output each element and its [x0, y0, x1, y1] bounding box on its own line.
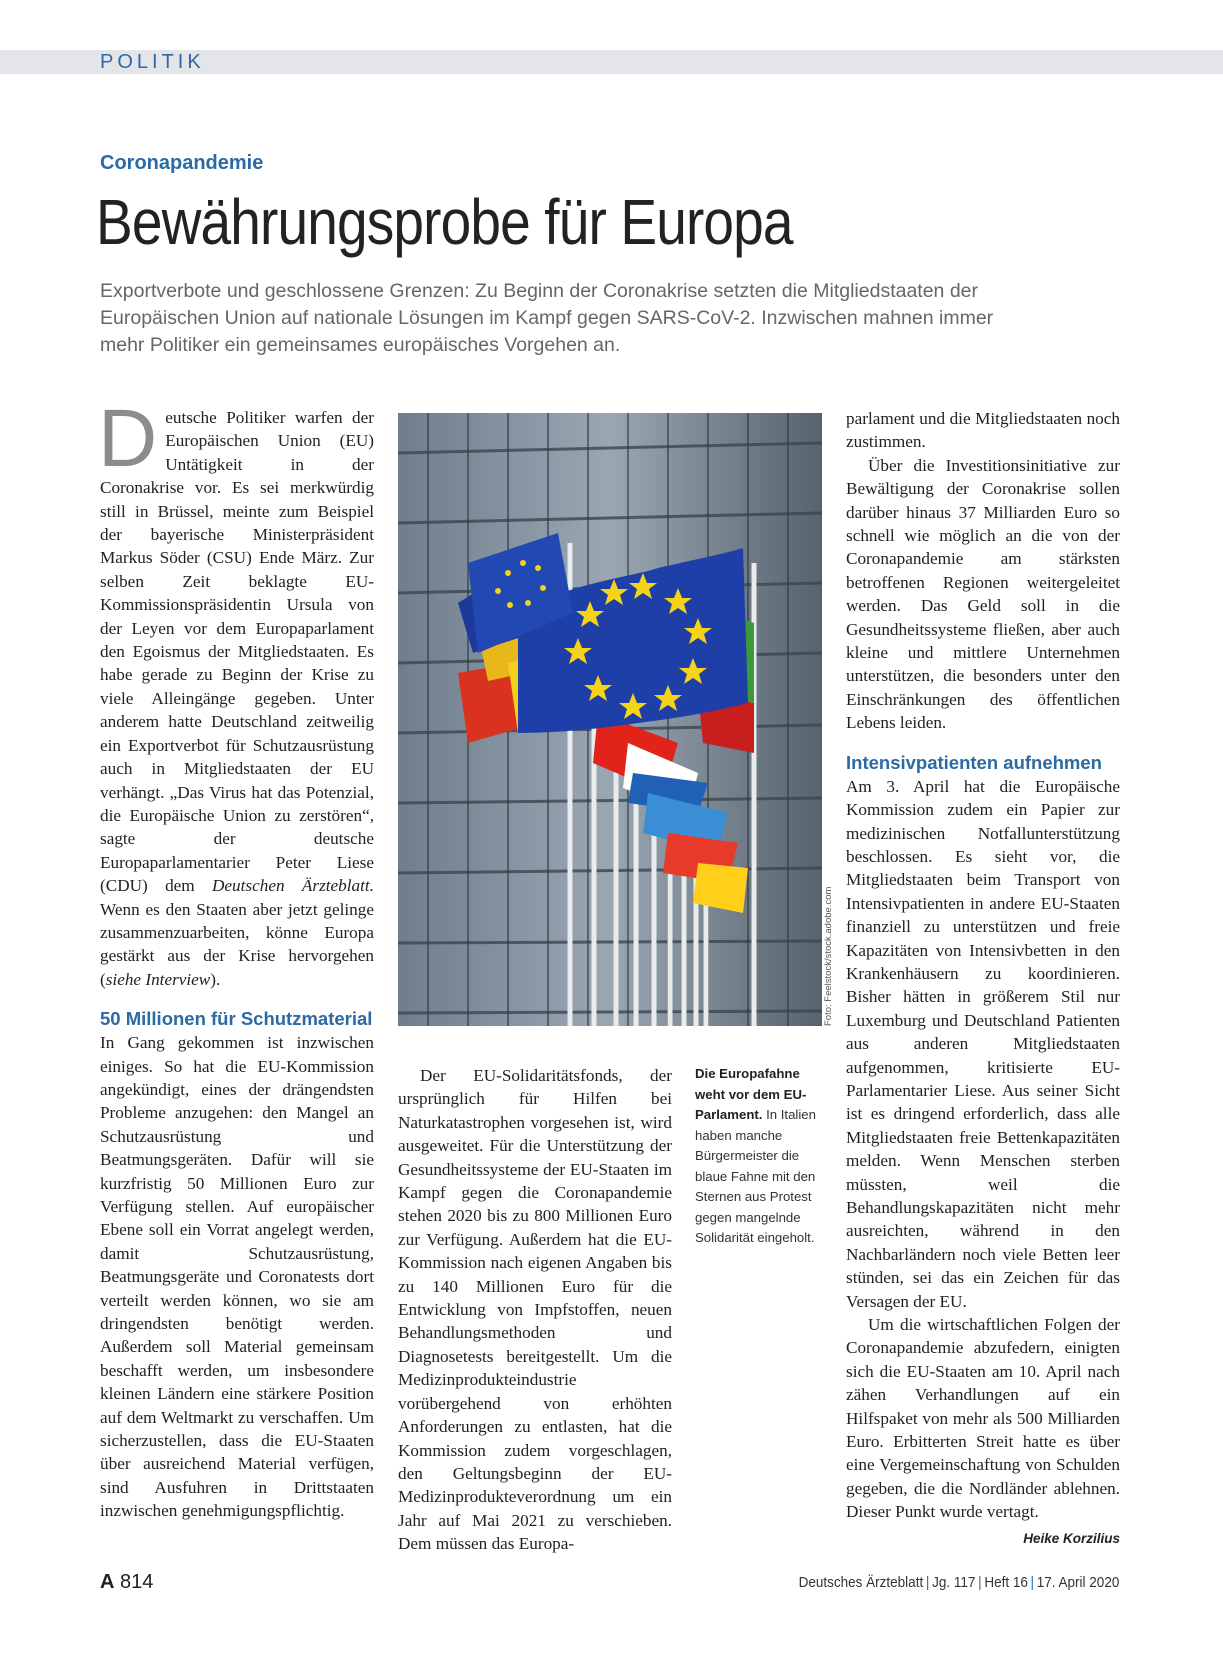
article-lead: Exportverbote und geschlossene Grenzen: Zu Beginn der Coronakrise setzten die Mitgliedstaaten der Europäischen Union auf nationale Lösungen im Kampf gegen SARS-CoV-2. Inzwischen mahnen immer mehr Politiker ein gemeinsames europäisches Vorgehen an. [100, 280, 994, 356]
photo-caption [695, 1064, 825, 1249]
photo-credit: Foto: Feelstock/stock.adobe.com [823, 886, 834, 1026]
caption-text: In Italien haben manche Bürgermeister die blaue Fahne mit den Sternen aus Protest gegen mangelnde Solidarität eingeholt. [695, 1107, 816, 1245]
separator: | [1030, 1574, 1034, 1591]
paragraph-hilfspaket-text: Um die wirtschaftlichen Folgen der Coronapandemie abzufedern, einigten sich die EU-Staaten am 10. April nach zähen Verhandlungen auf ein Hilfspaket von mehr als 500 Milliarden Euro. Erbitterten Streit hatte es über eine Vergemeinschaftung von Schulden gegeben, die die Nordländer ablehnen. Dieser Punkt wurde vertagt. [846, 1315, 1120, 1522]
publication-name-italic: Deutschen Ärzteblatt. [212, 876, 374, 896]
paragraph-solidaritaetsfonds: Der EU-Solidaritätsfonds, der ursprünglich für Hilfen bei Naturkatastrophen vorgesehen ist, wird ausgeweitet. Für die Unterstützung der Gesundheitssysteme der EU-Staaten im Kampf gegen die Coronapandemie stehen 2020 bis zu 800 Millionen Euro zur Verfügung. Außerdem hat die EU-Kommission nach eigenen Angaben bis zu 140 Millionen Euro für die Entwicklung von Impfstoffen, neuen Behandlungsmethoden und Diagnosetests bereitgestellt. Um die Medizinprodukteindustrie vorübergehend von erhöhten Anforderungen zu entlasten, hat die Kommission zudem vorgeschlagen, den Geltungsbeginn der EU-Medizinprodukteverordnung um ein Jahr auf Mai 2021 zu verschieben. Dem müssen das Europa- [398, 1066, 672, 1554]
text-column-2 [398, 1064, 672, 1556]
drop-cap: D [98, 393, 158, 484]
author-byline: Heike Korzilius [1023, 1530, 1120, 1546]
article-kicker: Coronapandemie [100, 152, 264, 174]
paragraph-investitionsinitiative: Über die Investitionsinitiative zur Bewältigung der Coronakrise sollen darüber hinaus 37 Milliarden Euro so schnell wie möglich an die von der Coronapandemie am stärksten betroffenen Regionen weitergeleitet werden. Das Geld soll in die Gesundheitssysteme fließen, aber auch kleine und mittlere Unternehmen unterstützen, die besonders unter den Einschränkungen des öffentlichen Lebens leiden. [846, 455, 1120, 733]
footer-publication-info [798, 1574, 1119, 1591]
publication-name: Deutsches Ärzteblatt [798, 1574, 923, 1591]
paragraph-schutzmaterial: In Gang gekommen ist inzwischen einiges. So hat die EU-Kommission angekündigt, eines der drängendsten Probleme anzugehen: den Mangel an Schutzausrüstung und Beatmungsgeräten. Dafür will sie kurzfristig 50 Millionen Euro zur Verfügung stellen. Auf europäischer Ebene soll ein Vorrat angelegt werden, damit Schutzausrüstung, Beatmungsgeräte und Coronatests dort verteilt werden können, wo sie am dringendsten benötigt werden. Außerdem soll Material gemeinsam beschafft werden, um insbesondere kleinen Ländern eine stärkere Position auf dem Weltmarkt zu verschaffen. Um sicherzustellen, dass die EU-Staaten über ausreichend Material verfügen, sind Ausfuhren in Drittstaaten inzwischen genehmigungspflichtig. [100, 1033, 374, 1521]
separator: | [925, 1574, 930, 1591]
paragraph-continuation: parlament und die Mitgliedstaaten noch zustimmen. [846, 409, 1120, 452]
text-column-3 [846, 407, 1120, 1550]
eu-flags-photo [398, 413, 822, 1026]
paragraph-intro [98, 393, 374, 991]
paragraph-intro-text: eutsche Politiker warfen der Europäischen Union (EU) Untätigkeit in der Coronakrise vor. Es sei merkwürdig still in Brüssel, meinte zum Beispiel der bayerische Ministerpräsident Markus Söder (CSU) Ende März. Zur selben Zeit beklagte EU-Kommissionspräsidentin Ursula von der Leyen vor dem Europaparlament den Egoismus der Mitgliedstaaten. Es habe gerade zu Beginn der Krise zu viele Alleingänge gegeben. Unter anderem hatte Deutschland zeitweilig ein Exportverbot für Schutzausrüstung auch in Mitgliedstaaten der EU verhängt. „Das Virus hat das Potenzial, die Europäische Union zu zerstören“, sagte der deutsche Europaparlamentarier Peter Liese (CDU) dem [100, 408, 374, 896]
paragraph-intro-end: Wenn es den Staaten aber jetzt gelinge zusammenzuarbeiten, könne Europa gestärkt aus der Krise hervorgehen ( [100, 899, 374, 989]
issue-date: 17. April 2020 [1036, 1574, 1119, 1591]
article-photo [398, 413, 822, 1026]
page-folio [100, 1571, 153, 1594]
paragraph-hilfspaket [846, 1313, 1120, 1546]
caption-bold: Die Europafahne weht vor dem EU-Parlament. [695, 1066, 807, 1122]
page-prefix: A [100, 1571, 115, 1593]
page-number: 814 [120, 1571, 154, 1593]
volume: Jg. 117 [931, 1574, 976, 1591]
subheading-schutzmaterial: 50 Millionen für Schutzmaterial [100, 1008, 373, 1030]
paragraph-intro-close: ). [210, 969, 221, 989]
paragraph-intensivpatienten: Am 3. April hat die Europäische Kommission zudem ein Papier zur medizinischen Notfallunterstützung beschlossen. Es sieht vor, die Mitgliedstaaten beim Transport von Intensivpatienten in andere EU-Staaten finanziell zu unterstützen und freie Kapazitäten von Intensivbetten in den Krankenhäusern zu koordinieren. Bisher hätten in größerem Stil nur Luxemburg und Deutschland Patienten aus anderen Mitgliedstaaten aufgenommen, kritisierte EU-Parlamentarier Liese. Aus seiner Sicht ist es dringend erforderlich, dass alle Mitgliedstaaten freie Bettenkapazitäten melden. Wenn Menschen sterben müssten, weil die Behandlungskapazitäten nicht mehr ausreichten, während in den Nachbarländern noch viele Betten leer stünden, sei das ein Zeichen für das Versagen der EU. [846, 776, 1120, 1311]
text-column-1 [98, 393, 374, 1523]
section-label: POLITIK [100, 51, 205, 73]
issue: Heft 16 [983, 1574, 1028, 1591]
subheading-intensivpatienten: Intensivpatienten aufnehmen [846, 751, 1102, 773]
interview-reference: siehe Interview [105, 969, 211, 989]
separator: | [977, 1574, 982, 1591]
article-headline: Bewährungsprobe für Europa [96, 186, 793, 258]
